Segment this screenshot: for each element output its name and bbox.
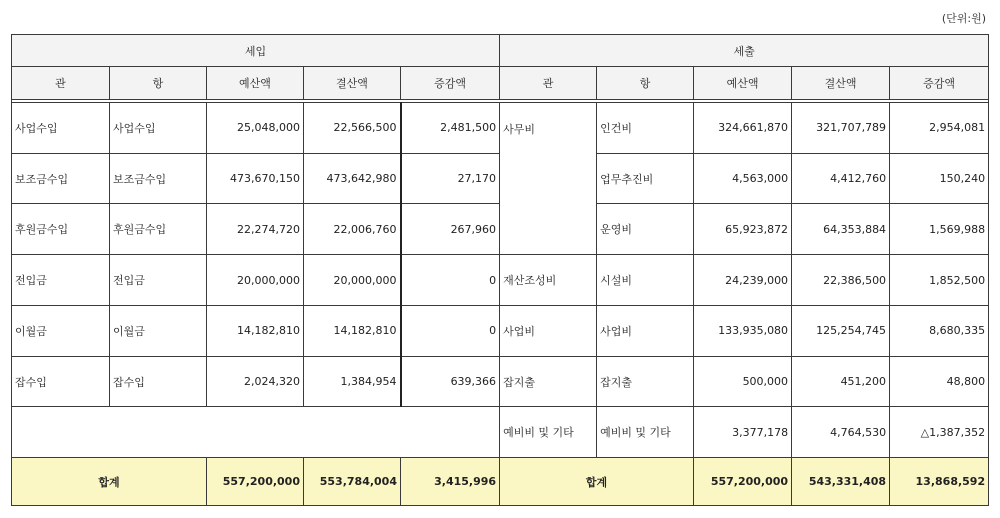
in-hang-cell: 전입금 <box>110 255 207 306</box>
ex-hang-cell: 시설비 <box>597 255 694 306</box>
ex-settle-cell: 22,386,500 <box>792 255 890 306</box>
ex-settle-cell: 64,353,884 <box>792 204 890 255</box>
in-diff-cell: 2,481,500 <box>401 102 500 153</box>
in-hang-cell: 후원금수입 <box>110 204 207 255</box>
table-row <box>12 407 989 458</box>
ex-total-settle: 543,331,408 <box>792 458 890 506</box>
in-empty-cell <box>12 407 500 458</box>
ex-total-diff: 13,868,592 <box>890 458 989 506</box>
in-total-diff: 3,415,996 <box>401 458 500 506</box>
in-hang-cell: 잡수입 <box>110 356 207 407</box>
in-diff-cell: 0 <box>401 255 500 306</box>
ex-gwan-cell: 사무비 <box>500 102 597 254</box>
in-gwan-cell: 후원금수입 <box>12 204 110 255</box>
in-settle-cell: 22,006,760 <box>304 204 401 255</box>
ex-settle-cell: 125,254,745 <box>792 305 890 356</box>
ex-diff-cell: 48,800 <box>890 356 989 407</box>
header-in-diff: 증감액 <box>401 67 500 99</box>
ex-gwan-cell: 예비비 및 기타 <box>500 407 597 458</box>
ex-gwan-cell: 재산조성비 <box>500 255 597 306</box>
in-budget-cell: 25,048,000 <box>207 102 304 153</box>
total-row <box>12 458 989 506</box>
ex-hang-cell: 잡지출 <box>597 356 694 407</box>
in-hang-cell: 사업수입 <box>110 102 207 153</box>
section-income: 세입 <box>12 35 500 67</box>
table-row <box>12 356 989 407</box>
header-in-budget: 예산액 <box>207 67 304 99</box>
header-in-hang: 항 <box>110 67 207 99</box>
in-total-settle: 553,784,004 <box>304 458 401 506</box>
ex-diff-cell: 1,569,988 <box>890 204 989 255</box>
in-diff-cell: 639,366 <box>401 356 500 407</box>
ex-gwan-cell: 사업비 <box>500 305 597 356</box>
in-gwan-cell: 사업수입 <box>12 102 110 153</box>
header-in-settle: 결산액 <box>304 67 401 99</box>
in-settle-cell: 20,000,000 <box>304 255 401 306</box>
in-hang-cell: 이월금 <box>110 305 207 356</box>
table-row <box>12 102 989 153</box>
in-diff-cell: 267,960 <box>401 204 500 255</box>
ex-hang-cell: 예비비 및 기타 <box>597 407 694 458</box>
in-diff-cell: 0 <box>401 305 500 356</box>
in-diff-cell: 27,170 <box>401 153 500 204</box>
in-budget-cell: 20,000,000 <box>207 255 304 306</box>
in-budget-cell: 2,024,320 <box>207 356 304 407</box>
ex-budget-cell: 133,935,080 <box>694 305 792 356</box>
ex-diff-cell: 150,240 <box>890 153 989 204</box>
in-total-budget: 557,200,000 <box>207 458 304 506</box>
ex-total-label: 합계 <box>500 458 694 506</box>
header-ex-budget: 예산액 <box>694 67 792 99</box>
in-settle-cell: 1,384,954 <box>304 356 401 407</box>
header-in-gwan: 관 <box>12 67 110 99</box>
in-settle-cell: 22,566,500 <box>304 102 401 153</box>
in-settle-cell: 14,182,810 <box>304 305 401 356</box>
ex-hang-cell: 인건비 <box>597 102 694 153</box>
header-ex-gwan: 관 <box>500 67 597 99</box>
ex-settle-cell: 451,200 <box>792 356 890 407</box>
header-ex-hang: 항 <box>597 67 694 99</box>
ex-diff-cell: 1,852,500 <box>890 255 989 306</box>
in-gwan-cell: 잡수입 <box>12 356 110 407</box>
ex-settle-cell: 4,412,760 <box>792 153 890 204</box>
table-row <box>12 305 989 356</box>
ex-hang-cell: 운영비 <box>597 204 694 255</box>
unit-label: (단위:원) <box>941 12 986 25</box>
ex-diff-cell: 8,680,335 <box>890 305 989 356</box>
ex-gwan-cell: 잡지출 <box>500 356 597 407</box>
ex-hang-cell: 업무추진비 <box>597 153 694 204</box>
header-ex-diff: 증감액 <box>890 67 989 99</box>
ex-budget-cell: 324,661,870 <box>694 102 792 153</box>
ex-total-budget: 557,200,000 <box>694 458 792 506</box>
ex-diff-cell: △1,387,352 <box>890 407 989 458</box>
ex-diff-cell: 2,954,081 <box>890 102 989 153</box>
in-gwan-cell: 보조금수입 <box>12 153 110 204</box>
in-hang-cell: 보조금수입 <box>110 153 207 204</box>
ex-hang-cell: 사업비 <box>597 305 694 356</box>
table-row <box>12 255 989 306</box>
ex-settle-cell: 321,707,789 <box>792 102 890 153</box>
budget-settlement-table <box>11 34 989 506</box>
ex-budget-cell: 65,923,872 <box>694 204 792 255</box>
header-ex-settle: 결산액 <box>792 67 890 99</box>
in-budget-cell: 22,274,720 <box>207 204 304 255</box>
in-gwan-cell: 이월금 <box>12 305 110 356</box>
ex-settle-cell: 4,764,530 <box>792 407 890 458</box>
in-budget-cell: 473,670,150 <box>207 153 304 204</box>
section-expense: 세출 <box>500 35 989 67</box>
ex-budget-cell: 3,377,178 <box>694 407 792 458</box>
in-gwan-cell: 전입금 <box>12 255 110 306</box>
ex-budget-cell: 500,000 <box>694 356 792 407</box>
ex-budget-cell: 24,239,000 <box>694 255 792 306</box>
ex-budget-cell: 4,563,000 <box>694 153 792 204</box>
in-budget-cell: 14,182,810 <box>207 305 304 356</box>
in-settle-cell: 473,642,980 <box>304 153 401 204</box>
in-total-label: 합계 <box>12 458 207 506</box>
